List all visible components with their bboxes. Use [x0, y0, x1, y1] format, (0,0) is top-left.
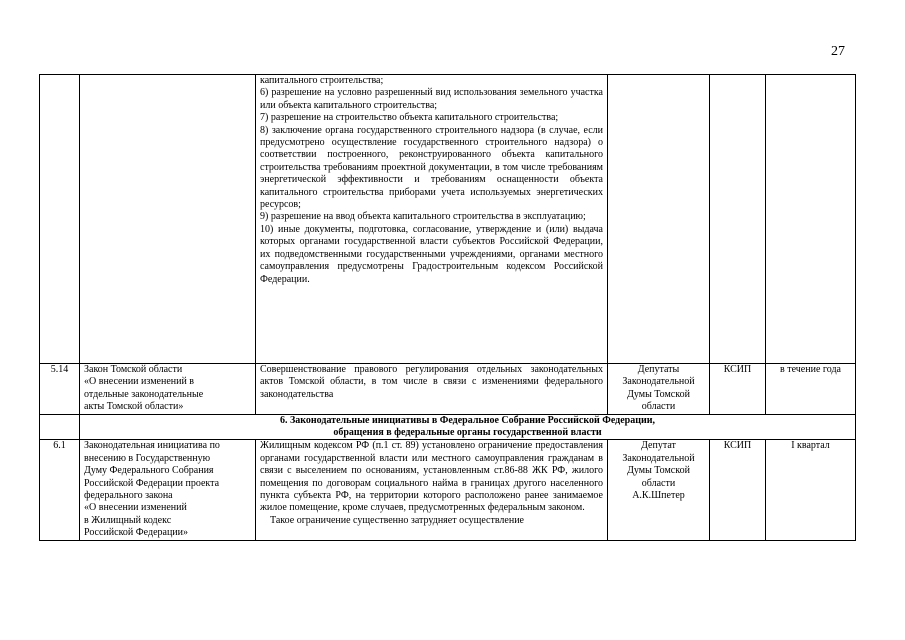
responsible-line: Законодательной	[622, 376, 695, 388]
cell-org	[710, 75, 766, 364]
name-line: «О внесении изменений	[84, 502, 187, 514]
name-line: внесению в Государственную	[84, 452, 211, 464]
cell-num: 6.1	[40, 440, 80, 540]
content-paragraph: 9) разрешение на ввод объекта капитального строительства в эксплуатацию;	[260, 211, 586, 223]
name-line: в Жилищный кодекс	[84, 514, 172, 526]
responsible-line: Думы Томской	[627, 465, 690, 477]
section-row-6	[40, 414, 856, 440]
cell-term: I квартал	[766, 440, 856, 540]
table-row-5-14	[40, 364, 856, 415]
name-line: «О внесении изменений в	[84, 376, 195, 388]
cell-responsible	[608, 440, 710, 540]
cell-responsible	[608, 364, 710, 415]
cell-term: в течение года	[766, 364, 856, 415]
responsible-line: области	[641, 401, 676, 413]
page-number: 27	[831, 44, 845, 59]
cell-content	[256, 75, 608, 364]
name-line: акты Томской области»	[84, 401, 184, 413]
cell-name	[80, 440, 256, 540]
content-paragraph: капитального строительства;	[260, 75, 384, 86]
cell-name	[80, 75, 256, 364]
cell-responsible	[608, 75, 710, 364]
responsible-line: Законодательной	[622, 452, 695, 464]
table-row-continued	[40, 75, 856, 364]
name-line: Российской Федерации проекта	[84, 477, 220, 489]
responsible-line: Депутат	[641, 440, 676, 452]
cell-num	[40, 75, 80, 364]
content-paragraph: 7) разрешение на строительство объекта капитального строительства;	[260, 112, 559, 124]
plan-table	[39, 74, 856, 541]
responsible-line: А.К.Шпетер	[632, 490, 685, 502]
content-paragraph: 10) иные документы, подготовка, согласование, утверждение и (или) выдача которых органами государственной власти субъектов Российской Федерации, их подведомственными государственными учреждениями, органами местного самоуправления предусмотрены Градостроительным кодексом Российской Федерации.	[260, 223, 603, 285]
name-line: Думу Федерального Собрания	[84, 465, 214, 477]
content-paragraph: 6) разрешение на условно разрешенный вид использования земельного участка или объекта капитального строительства;	[260, 87, 603, 111]
responsible-line: области	[641, 477, 676, 489]
responsible-line: Депутаты	[637, 364, 680, 375]
cell-org: КСИП	[710, 364, 766, 415]
cell-name	[80, 364, 256, 415]
name-line: Закон Томской области	[84, 364, 183, 375]
name-line: федерального закона	[84, 490, 173, 502]
cell-org: КСИП	[710, 440, 766, 540]
section-heading-line: обращения в федеральные органы государственной власти	[333, 427, 602, 439]
cell-content: Совершенствование правового регулирования отдельных законодательных актов Томской области, в том числе в связи с изменениями федерального законодательства	[256, 364, 608, 415]
table-row-6-1	[40, 440, 856, 540]
section-heading-line: 6. Законодательные инициативы в Федеральное Собрание Российской Федерации,	[280, 414, 655, 426]
content-paragraph: Жилищным кодексом РФ (п.1 ст. 89) установлено ограничение предоставления органами государственной власти или местного самоуправления гражданам в связи с выселением по основаниям, установленным ст.86-88 ЖК РФ, жилого помещения по договорам социального найма в границах другого населенного пункта субъекта РФ, на территории которого расположено ранее занимаемое жилое помещение, кроме случаев, предусмотренных федеральным законом.	[260, 440, 603, 514]
cell-num: 5.14	[40, 364, 80, 415]
responsible-line: Думы Томской	[627, 388, 690, 400]
cell-term	[766, 75, 856, 364]
name-line: отдельные законодательные	[84, 388, 204, 400]
content-paragraph: Такое ограничение существенно затрудняет осуществление	[270, 514, 524, 526]
name-line: Законодательная инициатива по	[84, 440, 220, 452]
cell-content	[256, 440, 608, 540]
cell-num	[40, 414, 80, 440]
section-heading	[80, 414, 856, 440]
content-paragraph: 8) заключение органа государственного строительного надзора (в случае, если предусмотрено осуществление государственного строительного надзора) о соответствии построенного, реконструированного объекта капитального строительства требованиям проектной документации, в том числе требованиям энергетической эффективности и требованиям оснащенности объекта капитального строительства приборами учета используемых энергетических ресурсов;	[260, 124, 603, 211]
name-line: Российской Федерации»	[84, 527, 189, 539]
